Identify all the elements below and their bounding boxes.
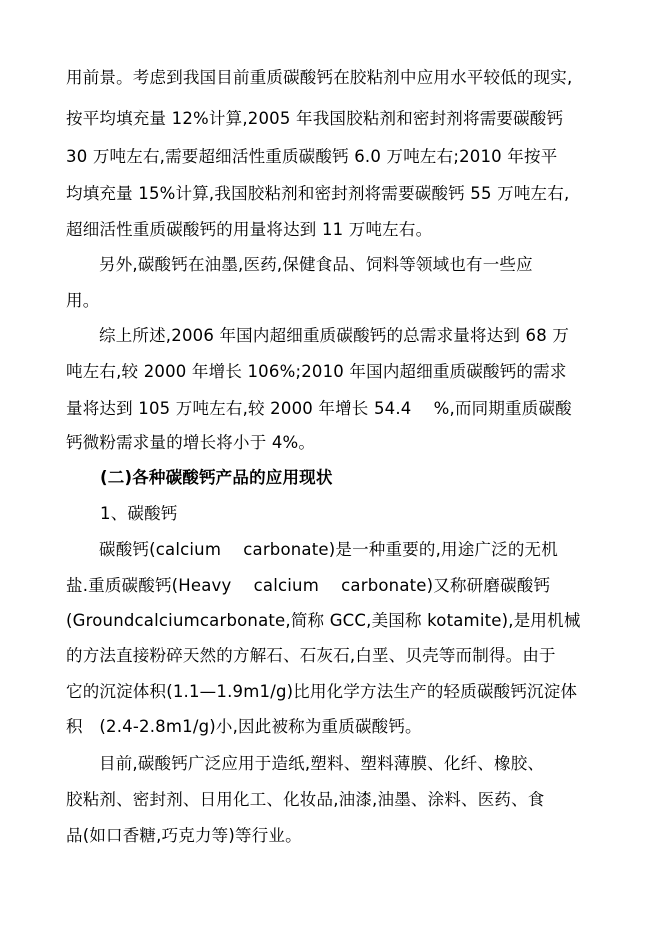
text-line: 量将达到 105 万吨左右,较 2000 年增长 54.4 %,而同期重质碳酸 [66, 399, 572, 418]
text-line: 用前景。考虑到我国目前重质碳酸钙在胶粘剂中应用水平较低的现实, [66, 68, 573, 87]
text-line: 吨左右,较 2000 年增长 106%;2010 年国内超细重质碳酸钙的需求 [66, 362, 567, 381]
text-line: 均填充量 15%计算,我国胶粘剂和密封剂将需要碳酸钙 55 万吨左右, [66, 184, 570, 203]
text-line: 目前,碳酸钙广泛应用于造纸,塑料、塑料薄膜、化纤、橡胶、 [99, 754, 545, 773]
text-line: 的方法直接粉碎天然的方解石、石灰石,白垩、贝壳等而制得。由于 [66, 646, 556, 665]
text-line: 综上所述,2006 年国内超细重质碳酸钙的总需求量将达到 68 万 [99, 326, 570, 345]
text-line: 按平均填充量 12%计算,2005 年我国胶粘剂和密封剂将需要碳酸钙 [66, 109, 564, 128]
section-heading: (二)各种碳酸钙产品的应用现状 [100, 468, 333, 487]
text-line: 盐.重质碳酸钙(Heavy calcium carbonate)又称研磨碳酸钙 [66, 576, 551, 595]
text-line: 积 (2.4-2.8m1/g)小,因此被称为重质碳酸钙。 [66, 717, 422, 736]
subsection-heading: 1、碳酸钙 [100, 504, 178, 523]
text-line: 钙微粉需求量的增长将小于 4%。 [66, 433, 316, 452]
text-line: 另外,碳酸钙在油墨,医药,保健食品、饲料等领域也有一些应 [99, 255, 533, 274]
text-line: 它的沉淀体积(1.1—1.9m1/g)比用化学方法生产的轻质碳酸钙沉淀体 [66, 682, 578, 701]
text-line: 品(如口香糖,巧克力等)等行业。 [66, 826, 302, 845]
text-line: 超细活性重质碳酸钙的用量将达到 11 万吨左右。 [66, 220, 433, 239]
text-line: 30 万吨左右,需要超细活性重质碳酸钙 6.0 万吨左右;2010 年按平 [66, 147, 558, 166]
text-line: 碳酸钙(calcium carbonate)是一种重要的,用途广泛的无机 [99, 540, 558, 559]
text-line: (Groundcalciumcarbonate,简称 GCC,美国称 kotamite),是用机械 [66, 611, 581, 630]
text-line: 用。 [66, 291, 100, 310]
text-line: 胶粘剂、密封剂、日用化工、化妆品,油漆,油墨、涂料、医药、食 [66, 790, 545, 809]
